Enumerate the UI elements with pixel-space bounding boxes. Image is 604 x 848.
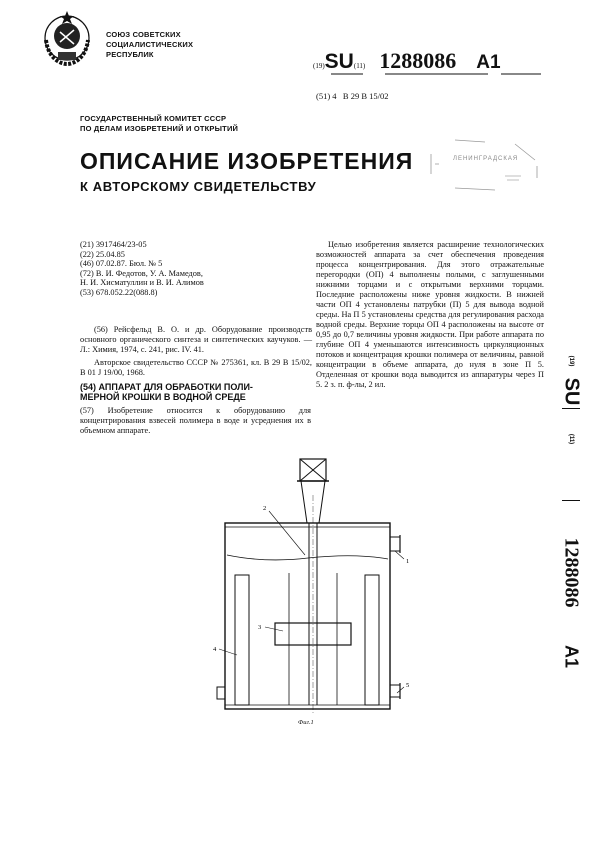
drive-unit <box>297 459 329 523</box>
side-country: SU <box>560 377 583 406</box>
hollow-baffles <box>235 573 379 705</box>
kind-code: A1 <box>476 52 501 73</box>
agency-line: СОЮЗ СОВЕТСКИХ <box>106 30 181 39</box>
biblio-line: (46) 07.02.87. Бюл. № 5 <box>80 259 163 269</box>
stamp-frame-icon <box>425 130 545 200</box>
biblio-line: Н. И. Хисматуллин и В. И. Алимов <box>80 278 204 288</box>
label-3: 3 <box>258 624 262 631</box>
reference-paragraph: Авторское свидетельство СССР № 275361, кл. В 29 В 15/02, В 01 J 19/00, 1968. <box>80 358 312 377</box>
leader-lines <box>219 511 404 693</box>
patent-number: 1288086 <box>379 48 457 73</box>
issuing-country <box>106 30 193 60</box>
ussr-emblem-icon <box>38 8 96 68</box>
side-number: 1288086 <box>560 537 583 608</box>
apparatus-drawing <box>205 455 420 725</box>
reference-paragraph: (56) Рейсфельд В. О. и др. Оборудование производств основного органического синтеза и синтетических каучуков. — Л.: Химия, 1974, с. 241, рис. IV. 41. <box>80 325 312 354</box>
code-19: (19) <box>313 62 325 70</box>
agitator-shaft <box>309 495 317 715</box>
patent-number-rule <box>313 73 543 77</box>
references <box>80 325 312 378</box>
country-code: SU <box>324 50 354 73</box>
biblio-line: (72) В. И. Федотов, У. А. Мамедов, <box>80 268 203 278</box>
side-code-19: (19) <box>568 355 574 367</box>
label-1: 1 <box>406 558 410 565</box>
invention-title-line: МЕРНОЙ КРОШКИ В ВОДНОЙ СРЕДЕ <box>80 392 246 402</box>
side-patent-code <box>553 350 589 670</box>
label-5: 5 <box>406 682 410 689</box>
biblio-line: (53) 678.052.22(088.8) <box>80 287 158 297</box>
biblio-line: (22) 25.04.85 <box>80 249 125 259</box>
abstract-right <box>316 240 544 390</box>
side-rule <box>562 408 580 409</box>
side-kind: A1 <box>561 644 582 668</box>
abstract-paragraph: Целью изобретения является расширение технологических возможностей аппарата за счет обеспечения проведения процесса концентрирования. Для этого отражательные перегородки (ОП) 4 выполнены полыми, с заглушенными нижними торцами и с открытыми верхними торцами. Последние расположены ниже уровня жидкости. В нижней части ОП 4 установлены патрубки (П) 5 для вывода водной среды. На П 5 установлены средства для регулирования расхода водной среды. Верхние торцы ОП 4 расположены на высоте от 0,95 до 0,7 величины уровня жидкости. При работе аппарата по глубине ОП 4 уменьшаются интенсивность циркуляционных потоков и концентрация крошки полимера от величины, равной концентрации в объеме аппарата, до нуля в зоне П 5. Отделенная от крошки вода выводится из аппаратуры через П 5. 2 з. п. ф-лы, 2 ил. <box>316 240 544 389</box>
bibliographic-data <box>80 240 204 298</box>
committee-line: ПО ДЕЛАМ ИЗОБРЕТЕНИЙ И ОТКРЫТИЙ <box>80 124 239 133</box>
committee-line: ГОСУДАРСТВЕННЫЙ КОМИТЕТ СССР <box>80 114 227 123</box>
label-2: 2 <box>263 505 267 512</box>
document-subtitle: К АВТОРСКОМУ СВИДЕТЕЛЬСТВУ <box>80 179 317 194</box>
side-rule <box>562 500 580 501</box>
code-11: (11) <box>353 62 366 70</box>
document-title: ОПИСАНИЕ ИЗОБРЕТЕНИЯ <box>80 148 414 174</box>
patent-id-block <box>313 48 501 74</box>
agency-line: РЕСПУБЛИК <box>106 50 154 59</box>
label-4: 4 <box>213 646 217 653</box>
ipc-code: B 29 B 15/02 <box>342 91 389 101</box>
library-stamp <box>425 130 545 200</box>
invention-title-line: (54) АППАРАТ ДЛЯ ОБРАБОТКИ ПОЛИ- <box>80 382 253 392</box>
agency-line: СОЦИАЛИСТИЧЕСКИХ <box>106 40 194 49</box>
committee <box>80 114 238 134</box>
abstract-paragraph: (57) Изобретение относится к оборудованию для концентрирования взвесей полимера в воде и усреднения их в объемном аппарате. <box>80 406 311 435</box>
stamp-text: ЛЕНИНГРАДСКАЯ <box>453 156 519 162</box>
ipc-classification <box>316 91 389 101</box>
abstract-left <box>80 406 311 436</box>
biblio-line: (21) 3917464/23-05 <box>80 240 147 249</box>
invention-title <box>80 382 253 402</box>
ipc-prefix: (51) 4 <box>316 91 337 101</box>
side-code-11: (11) <box>568 433 574 445</box>
figure-caption: Фиг.1 <box>298 719 314 726</box>
